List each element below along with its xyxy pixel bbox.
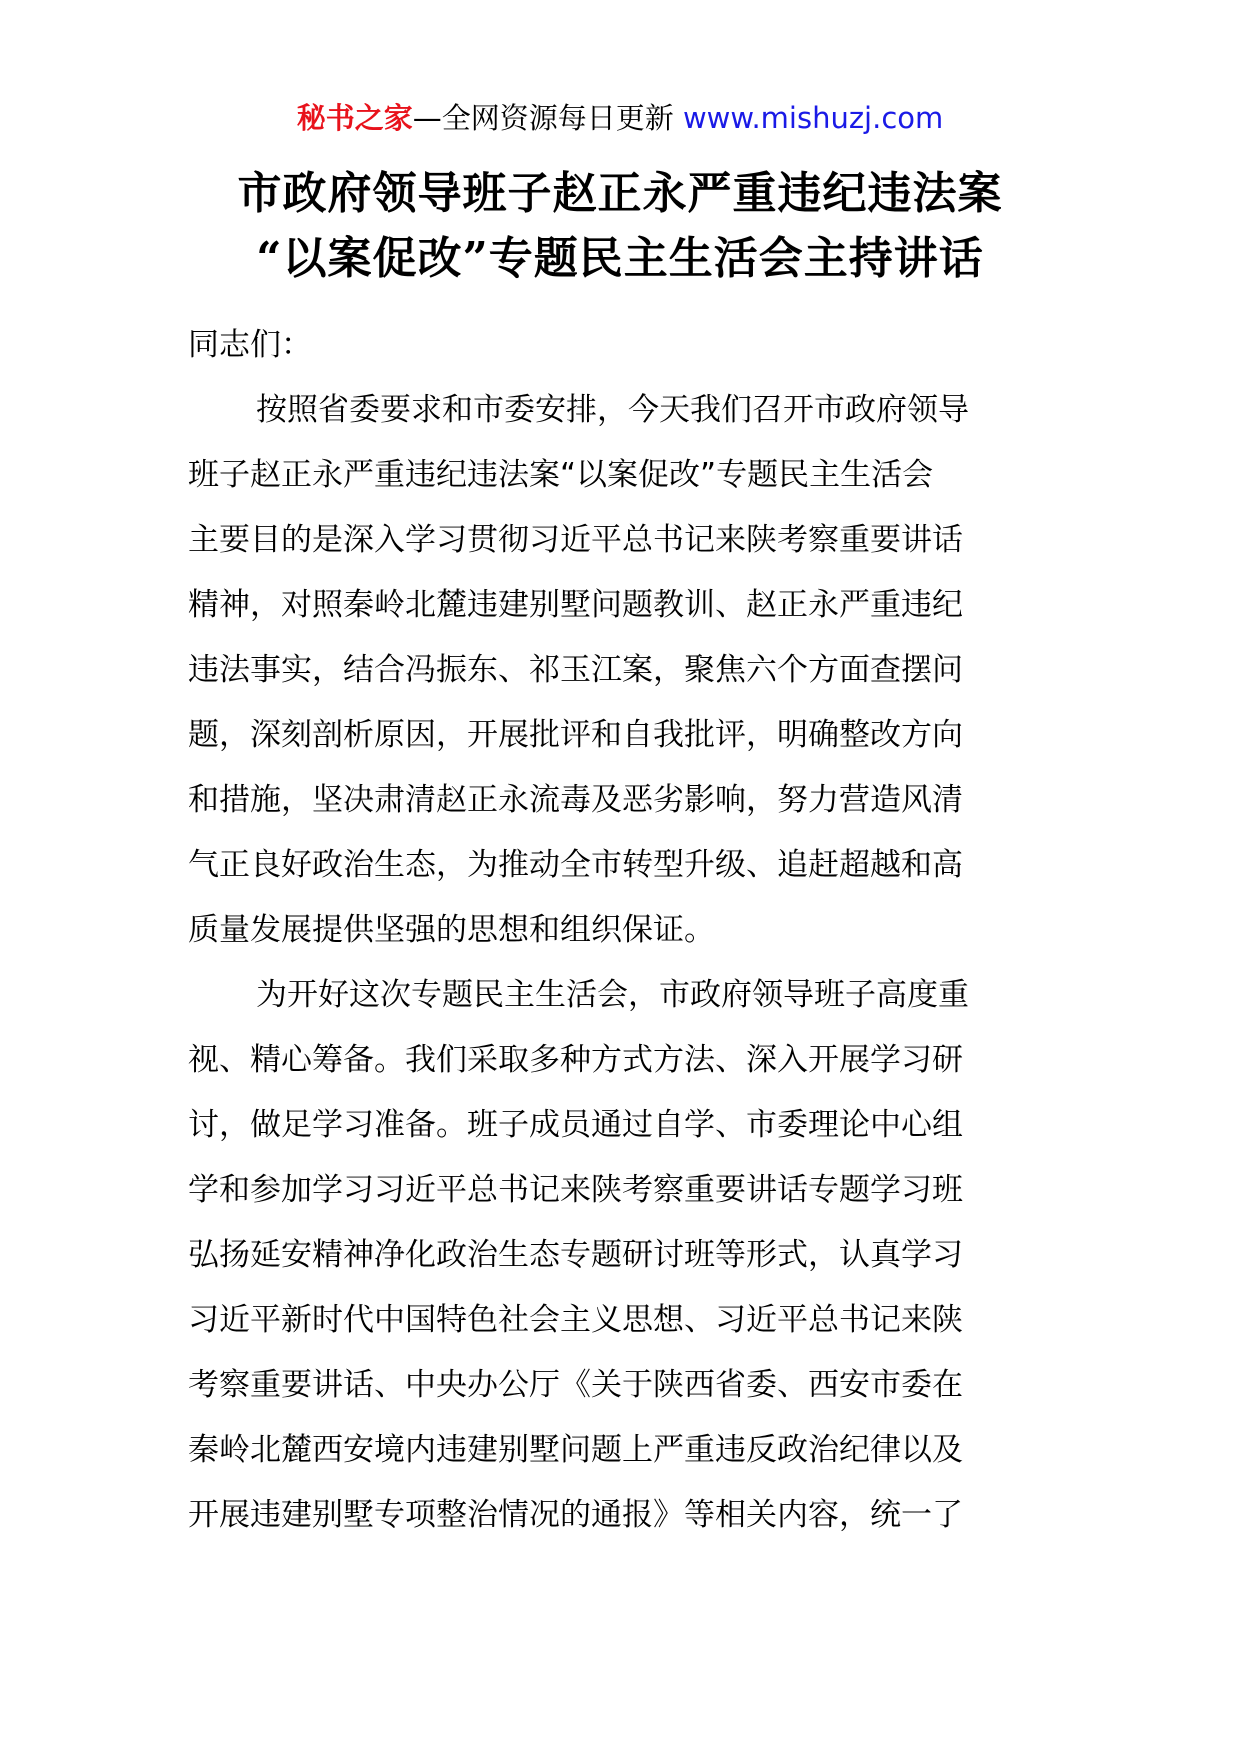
salutation: 同志们： [188,327,312,363]
paragraph-line: 质量发展提供坚强的思想和组织保证。 [188,912,715,948]
document-body [188,313,1058,1548]
site-header [0,98,1240,138]
paragraph-line: 开展违建别墅专项整治情况的通报》等相关内容，统一了 [188,1497,963,1533]
paragraph-line: 按照省委要求和市委安排，今天我们召开市政府领导 [256,392,969,428]
site-brand: 秘书之家 [296,101,413,135]
paragraph-line: 讨，做足学习准备。班子成员通过自学、市委理论中心组 [188,1107,963,1143]
paragraph-line: 考察重要讲话、中央办公厅《关于陕西省委、西安市委在 [188,1367,963,1403]
paragraph-line: 习近平新时代中国特色社会主义思想、习近平总书记来陕 [188,1302,963,1338]
paragraph-line: 题，深刻剖析原因，开展批评和自我批评，明确整改方向 [188,717,963,753]
paragraph-line: 和措施，坚决肃清赵正永流毒及恶劣影响，努力营造风清 [188,782,963,818]
paragraph-line: 为开好这次专题民主生活会，市政府领导班子高度重 [256,977,969,1013]
paragraph-line: 班子赵正永严重违纪违法案“以案促改”专题民主生活会 [188,457,934,493]
site-url-link[interactable]: www.mishuzj.com [682,101,944,135]
paragraph-line: 视、精心筹备。我们采取多种方式方法、深入开展学习研 [188,1042,963,1078]
paragraph-line: 精神，对照秦岭北麓违建别墅问题教训、赵正永严重违纪 [188,587,963,623]
site-tagline: —全网资源每日更新 [412,101,683,135]
paragraph-line: 秦岭北麓西安境内违建别墅问题上严重违反政治纪律以及 [188,1432,963,1468]
paragraph-line: 气正良好政治生态，为推动全市转型升级、追赶超越和高 [188,847,963,883]
document-title-line-2: “以案促改”专题民主生活会主持讲话 [256,233,984,284]
paragraph-line: 主要目的是深入学习贯彻习近平总书记来陕考察重要讲话 [188,522,963,558]
document-title-line-1: 市政府领导班子赵正永严重违纪违法案 [237,168,1003,219]
paragraph-line: 学和参加学习习近平总书记来陕考察重要讲话专题学习班 [188,1172,963,1208]
paragraph-line: 违法事实，结合冯振东、祁玉江案，聚焦六个方面查摆问 [188,652,963,688]
paragraph-line: 弘扬延安精神净化政治生态专题研讨班等形式，认真学习 [188,1237,963,1273]
